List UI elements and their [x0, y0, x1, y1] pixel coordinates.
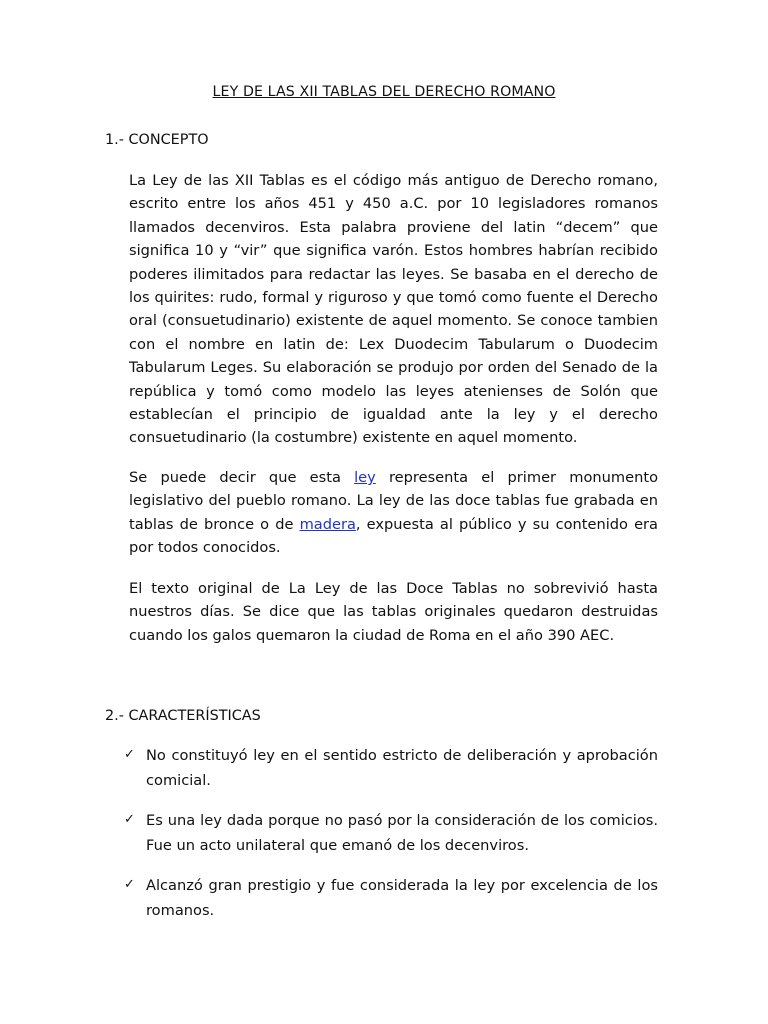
bullet-text: Es una ley dada porque no pasó por la consideración de los comicios. Fue un acto unilateral que emanó de los decenviros. — [146, 812, 658, 854]
bullet-text: Alcanzó gran prestigio y fue considerada la ley por excelencia de los romanos. — [146, 877, 658, 919]
paragraph-text: Se puede decir que esta — [129, 469, 355, 486]
check-icon: ✓ — [124, 877, 135, 892]
paragraph-text: representa el primer monumento legislativo del pueblo romano. La ley de las doce tablas fue grabada en tablas de bronce o de — [129, 469, 658, 533]
paragraph-concepto-3: El texto original de La Ley de las Doce Tablas no sobrevivió hasta nuestros días. Se dice que las tablas originales quedaron destruidas cuando los galos quemaron la ciudad de Roma en el año 390 AEC. — [129, 580, 658, 644]
link-madera[interactable]: madera — [299, 515, 356, 533]
bullet-item — [124, 743, 658, 793]
link-ley[interactable]: ley — [354, 469, 376, 486]
paragraph-concepto-2 — [129, 466, 658, 560]
section-heading-caracteristicas: 2.- CARACTERÍSTICAS — [105, 708, 261, 724]
bullet-text: No constituyó ley en el sentido estricto de deliberación y aprobación comicial. — [146, 747, 658, 789]
section-heading-concepto: 1.- CONCEPTO — [105, 132, 209, 148]
bullet-item — [124, 873, 658, 923]
check-icon: ✓ — [124, 747, 135, 762]
paragraph-text: , expuesta al público y su contenido era por todos conocidos. — [129, 515, 659, 557]
paragraph-concepto-1: La Ley de las XII Tablas es el código más antiguo de Derecho romano, escrito entre los años 451 y 450 a.C. por 10 legisladores romanos llamados decenviros. Esta palabra proviene del latin “decem” que significa 10 y “vir” que significa varón. Estos hombres habrían recibido poderes ilimitados para redactar las leyes. Se basaba en el derecho de los quirites: rudo, formal y riguroso y que tomó como fuente el Derecho oral (consuetudinario) existente de aquel momento. Se conoce tambien con el nombre en latin de: Lex Duodecim Tabularum o Duodecim Tabularum Leges. Su elaboración se produjo por orden del Senado de la república y tomó como modelo las leyes atenienses de Solón que establecían el principio de igualdad ante la ley y el derecho consuetudinario (la costumbre) existente en aquel momento. — [129, 172, 658, 447]
bullet-item — [124, 808, 658, 858]
document-title: LEY DE LAS XII TABLAS DEL DERECHO ROMANO — [212, 84, 556, 100]
check-icon: ✓ — [124, 812, 135, 827]
